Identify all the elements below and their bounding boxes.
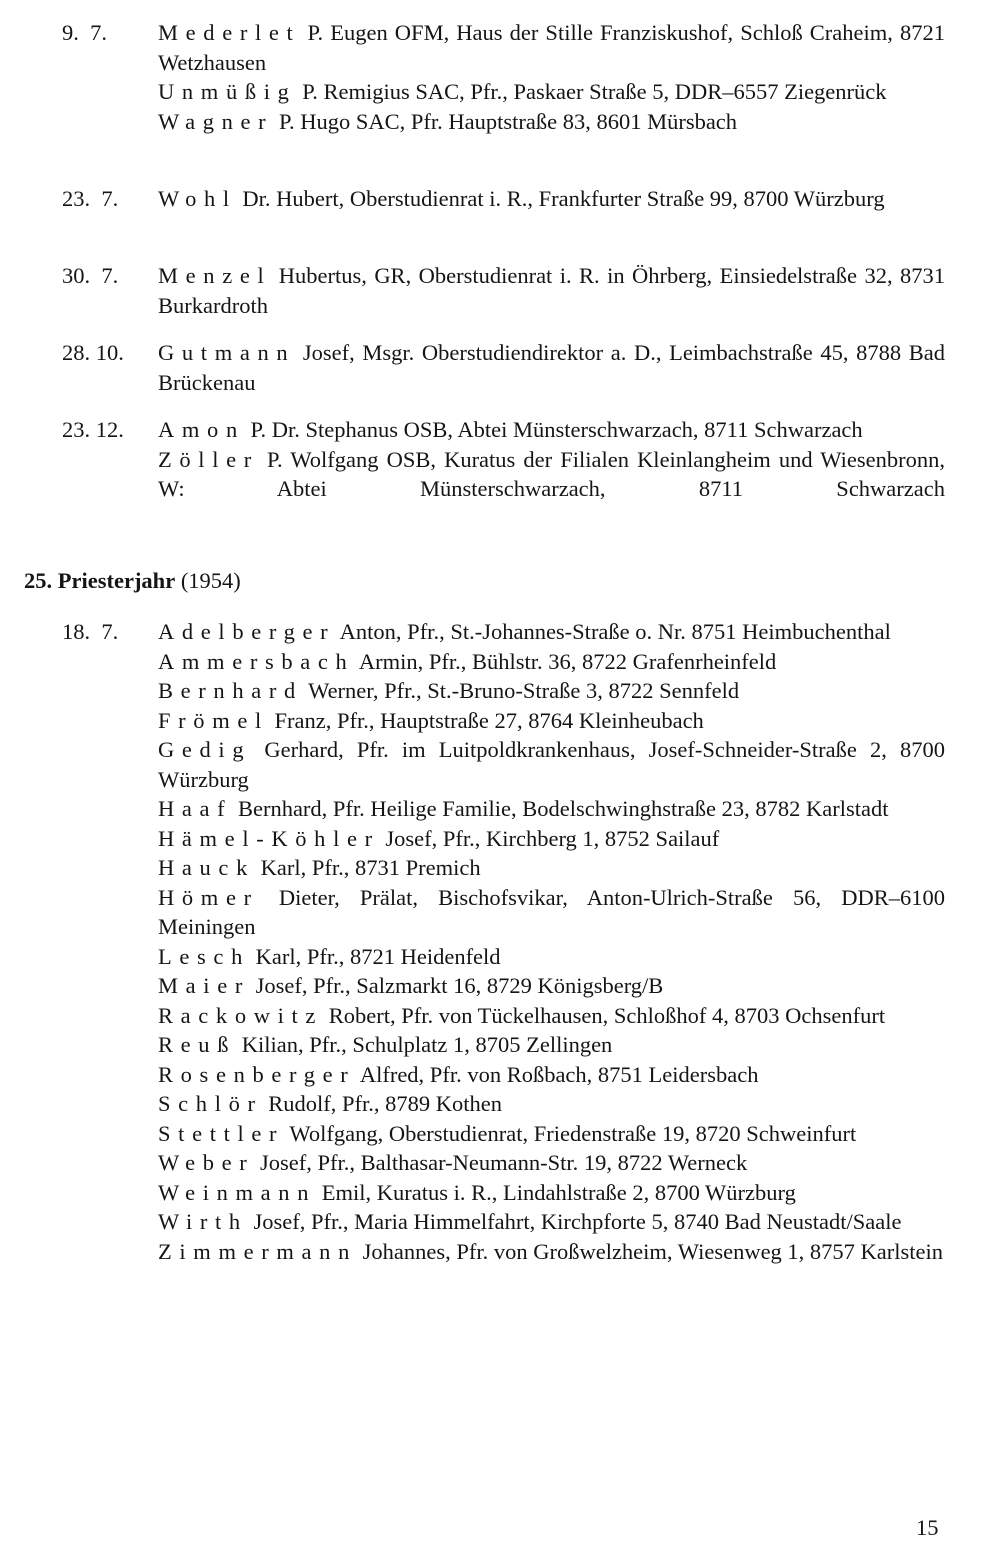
spaced-surname: Weinmann bbox=[158, 1179, 317, 1205]
entry-details: P. Remigius SAC, Pfr., Paskaer Straße 5, DDR–6557 Ziegenrück bbox=[296, 79, 887, 104]
list-item bbox=[158, 261, 945, 320]
entry-date: 23. 12. bbox=[62, 417, 124, 442]
list-item bbox=[158, 338, 945, 397]
entry-details: P. Hugo SAC, Pfr. Hauptstraße 83, 8601 Mürsbach bbox=[273, 108, 738, 134]
list-item bbox=[158, 445, 945, 504]
spaced-surname: Reuß bbox=[158, 1032, 237, 1057]
entry-details: Josef, Msgr. Oberstudiendirektor a. D., Leimbachstraße 45, 8788 Bad Brückenau bbox=[158, 340, 945, 395]
spaced-surname: Lesch bbox=[158, 943, 250, 969]
list-item bbox=[158, 706, 945, 736]
spaced-surname: Mederlet bbox=[158, 20, 301, 45]
entry-details: Gerhard, Pfr. im Luitpoldkrankenhaus, Josef-Schneider-Straße 2, 8700 Würzburg bbox=[158, 737, 945, 792]
spaced-surname: Wirth bbox=[158, 1209, 248, 1234]
spaced-surname: Weber bbox=[158, 1150, 255, 1175]
entry-details: Emil, Kuratus i. R., Lindahlstraße 2, 8700 Würzburg bbox=[316, 1179, 796, 1205]
list-item bbox=[158, 794, 945, 824]
spaced-surname: Gedig bbox=[158, 737, 252, 762]
list-item bbox=[158, 1237, 945, 1267]
spaced-surname: Wohl bbox=[158, 186, 237, 211]
list-item bbox=[158, 1148, 945, 1178]
entry-list bbox=[158, 338, 945, 397]
entry-list bbox=[158, 617, 945, 1266]
entry-details: Wolfgang, Oberstudienrat, Friedenstraße 19, 8720 Schweinfurt bbox=[284, 1120, 857, 1146]
list-item bbox=[158, 1060, 945, 1090]
entry-details: Kilian, Pfr., Schulplatz 1, 8705 Zellingen bbox=[236, 1032, 613, 1057]
list-item bbox=[158, 647, 945, 677]
list-item bbox=[158, 1089, 945, 1119]
entry-details: Alfred, Pfr. von Roßbach, 8751 Leidersbach bbox=[355, 1061, 759, 1087]
entry-details: Anton, Pfr., St.-Johannes-Straße o. Nr. 8751 Heimbuchenthal bbox=[335, 619, 891, 644]
list-item bbox=[158, 1119, 945, 1149]
entry-details: Rudolf, Pfr., 8789 Kothen bbox=[262, 1091, 503, 1116]
entry-list bbox=[158, 261, 945, 320]
spaced-surname: Haaf bbox=[158, 796, 233, 821]
section-heading bbox=[24, 566, 241, 595]
entry-details: Johannes, Pfr. von Großwelzheim, Wiesenweg 1, 8757 Karlstein bbox=[356, 1238, 944, 1264]
entry-details: P. Eugen OFM, Haus der Stille Franziskushof, Schloß Craheim, 8721 Wetzhausen bbox=[158, 20, 945, 75]
entry-details: P. Dr. Stephanus OSB, Abtei Münsterschwarzach, 8711 Schwarzach bbox=[244, 417, 863, 442]
spaced-surname: Zöller bbox=[158, 446, 259, 472]
entry-details: Karl, Pfr., 8721 Heidenfeld bbox=[249, 943, 501, 969]
entry-date: 23. 7. bbox=[62, 186, 119, 211]
spaced-surname: Unmüßig bbox=[158, 79, 297, 104]
list-item bbox=[158, 184, 945, 214]
spaced-surname: Wagner bbox=[158, 108, 274, 134]
spaced-surname: Adelberger bbox=[158, 619, 336, 644]
entry-details: Karl, Pfr., 8731 Premich bbox=[254, 855, 481, 880]
spaced-surname: Maier bbox=[158, 973, 250, 998]
entry-details: Franz, Pfr., Hauptstraße 27, 8764 Kleinheubach bbox=[268, 707, 704, 733]
spaced-surname: Ammersbach bbox=[158, 648, 355, 674]
list-item bbox=[158, 1030, 945, 1060]
list-item bbox=[158, 676, 945, 706]
entry-details: Dieter, Prälat, Bischofsvikar, Anton-Ulrich-Straße 56, DDR–6100 Meiningen bbox=[158, 884, 945, 939]
spaced-surname: Hömer bbox=[158, 884, 259, 910]
spaced-surname: Zimmermann bbox=[158, 1238, 357, 1264]
entry-details: Josef, Pfr., Kirchberg 1, 8752 Sailauf bbox=[379, 825, 720, 851]
list-item bbox=[158, 824, 945, 854]
spaced-surname: Gutmann bbox=[158, 340, 296, 365]
list-item bbox=[158, 1207, 945, 1237]
entry-list bbox=[158, 415, 945, 504]
spaced-surname: Schlör bbox=[158, 1091, 263, 1116]
entry-details: Josef, Pfr., Salzmarkt 16, 8729 Königsberg/B bbox=[249, 973, 664, 998]
list-item bbox=[158, 883, 945, 942]
list-item bbox=[158, 1001, 945, 1031]
spaced-surname: Frömel bbox=[158, 707, 269, 733]
entry-details: P. Wolfgang OSB, Kuratus der Filialen Kleinlangheim und Wiesenbronn, W: Abtei Münsterschwarzach, 8711 Schwarzach bbox=[158, 446, 945, 501]
list-item bbox=[158, 971, 945, 1001]
spaced-surname: Stettler bbox=[158, 1120, 285, 1146]
entry-date: 30. 7. bbox=[62, 263, 119, 288]
list-item bbox=[158, 942, 945, 972]
spaced-surname: Amon bbox=[158, 417, 245, 442]
spaced-surname: Hämel-Köhler bbox=[158, 825, 380, 851]
entry-list bbox=[158, 18, 945, 136]
list-item bbox=[158, 853, 945, 883]
entry-details: Armin, Pfr., Bühlstr. 36, 8722 Grafenrheinfeld bbox=[354, 648, 777, 674]
section-heading-title: 25. Priesterjahr bbox=[24, 568, 176, 593]
entry-date: 9. 7. bbox=[62, 20, 107, 45]
list-item bbox=[158, 18, 945, 77]
spaced-surname: Menzel bbox=[158, 263, 272, 288]
spaced-surname: Bernhard bbox=[158, 678, 303, 703]
entry-date: 18. 7. bbox=[62, 619, 119, 644]
entry-list bbox=[158, 184, 945, 214]
list-item bbox=[158, 415, 945, 445]
list-item bbox=[158, 735, 945, 794]
entry-details: Hubertus, GR, Oberstudienrat i. R. in Öhrberg, Einsiedelstraße 32, 8731 Burkardroth bbox=[158, 263, 945, 318]
entry-details: Dr. Hubert, Oberstudienrat i. R., Frankfurter Straße 99, 8700 Würzburg bbox=[236, 186, 885, 211]
list-item bbox=[158, 77, 945, 107]
list-item bbox=[158, 617, 945, 647]
entry-details: Bernhard, Pfr. Heilige Familie, Bodelschwinghstraße 23, 8782 Karlstadt bbox=[232, 796, 889, 821]
entry-details: Robert, Pfr. von Tückelhausen, Schloßhof 4, 8703 Ochsenfurt bbox=[323, 1002, 886, 1028]
entry-details: Werner, Pfr., St.-Bruno-Straße 3, 8722 Sennfeld bbox=[302, 678, 740, 703]
page-number: 15 bbox=[916, 1515, 939, 1540]
spaced-surname: Rackowitz bbox=[158, 1002, 324, 1028]
entry-date: 28. 10. bbox=[62, 340, 124, 365]
entry-details: Josef, Pfr., Balthasar-Neumann-Str. 19, 8722 Werneck bbox=[254, 1150, 748, 1175]
spaced-surname: Hauck bbox=[158, 855, 255, 880]
spaced-surname: Rosenberger bbox=[158, 1061, 356, 1087]
entry-details: Josef, Pfr., Maria Himmelfahrt, Kirchpforte 5, 8740 Bad Neustadt/Saale bbox=[247, 1209, 902, 1234]
list-item bbox=[158, 1178, 945, 1208]
section-heading-year: (1954) bbox=[175, 568, 241, 593]
list-item bbox=[158, 107, 945, 137]
